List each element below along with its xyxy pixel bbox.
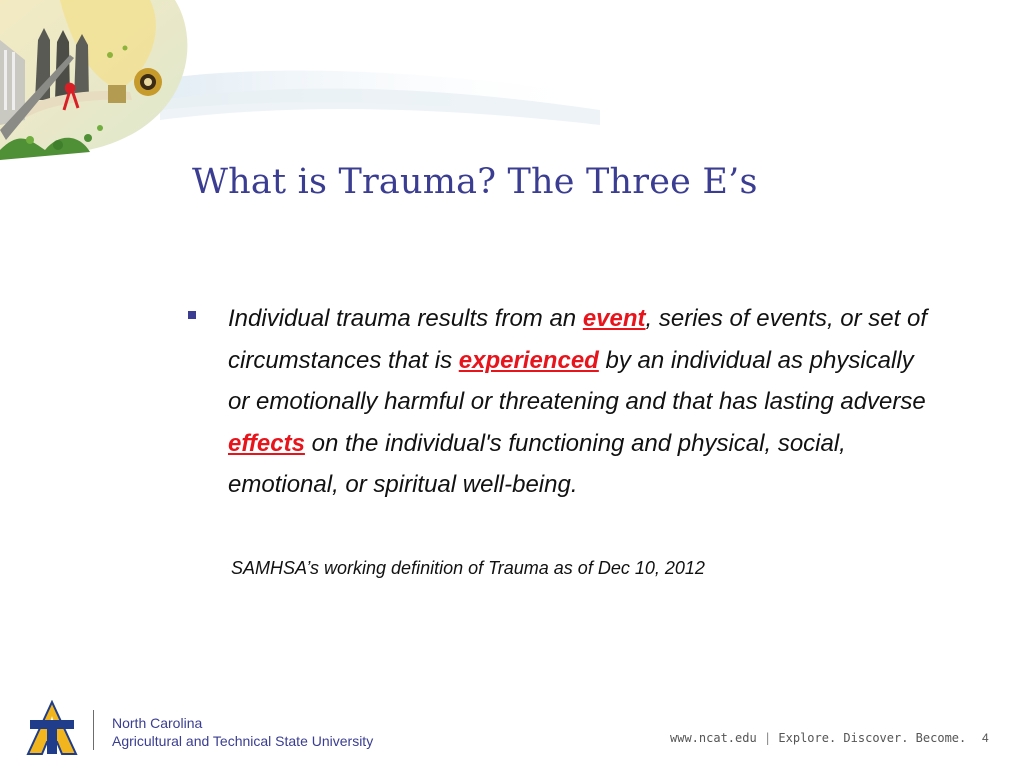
bullet-segment: , series of events, or set of circumstances that is bbox=[228, 305, 927, 374]
highlight-effects: effects bbox=[228, 429, 305, 457]
source-citation: SAMHSA’s working definition of Trauma as of Dec 10, 2012 bbox=[231, 558, 705, 578]
highlight-event: event bbox=[582, 305, 646, 332]
university-line-2: Agricultural and Technical State University bbox=[112, 733, 374, 749]
footer-divider bbox=[93, 710, 94, 750]
highlight-experienced: experienced bbox=[458, 346, 599, 374]
footer-url-link[interactable]: www.ncat.edu bbox=[670, 731, 757, 745]
bullet-segment: Individual trauma results from an bbox=[228, 305, 583, 332]
slide-title: What is Trauma? The Three E’s bbox=[192, 162, 758, 202]
page-number: 4 bbox=[982, 731, 989, 745]
slide-body bbox=[188, 298, 948, 506]
bullet-text bbox=[228, 298, 928, 506]
university-line-1: North Carolina bbox=[112, 715, 203, 731]
aggie-logo-icon bbox=[24, 700, 80, 756]
bullet-segment: by an individual as physically or emotionally harmful or threatening and that has lasting adverse bbox=[228, 346, 926, 415]
bullet-segment: on the individual's functioning and physical, social, emotional, or spiritual well-being. bbox=[228, 429, 846, 498]
header-collage-image bbox=[0, 0, 600, 160]
bullet-item bbox=[188, 298, 948, 506]
footer-separator: | bbox=[763, 731, 772, 745]
footer-url-tagline bbox=[670, 731, 966, 745]
square-bullet-icon bbox=[188, 311, 196, 319]
university-name bbox=[112, 714, 373, 750]
footer-tagline: Explore. Discover. Become. bbox=[778, 731, 967, 745]
